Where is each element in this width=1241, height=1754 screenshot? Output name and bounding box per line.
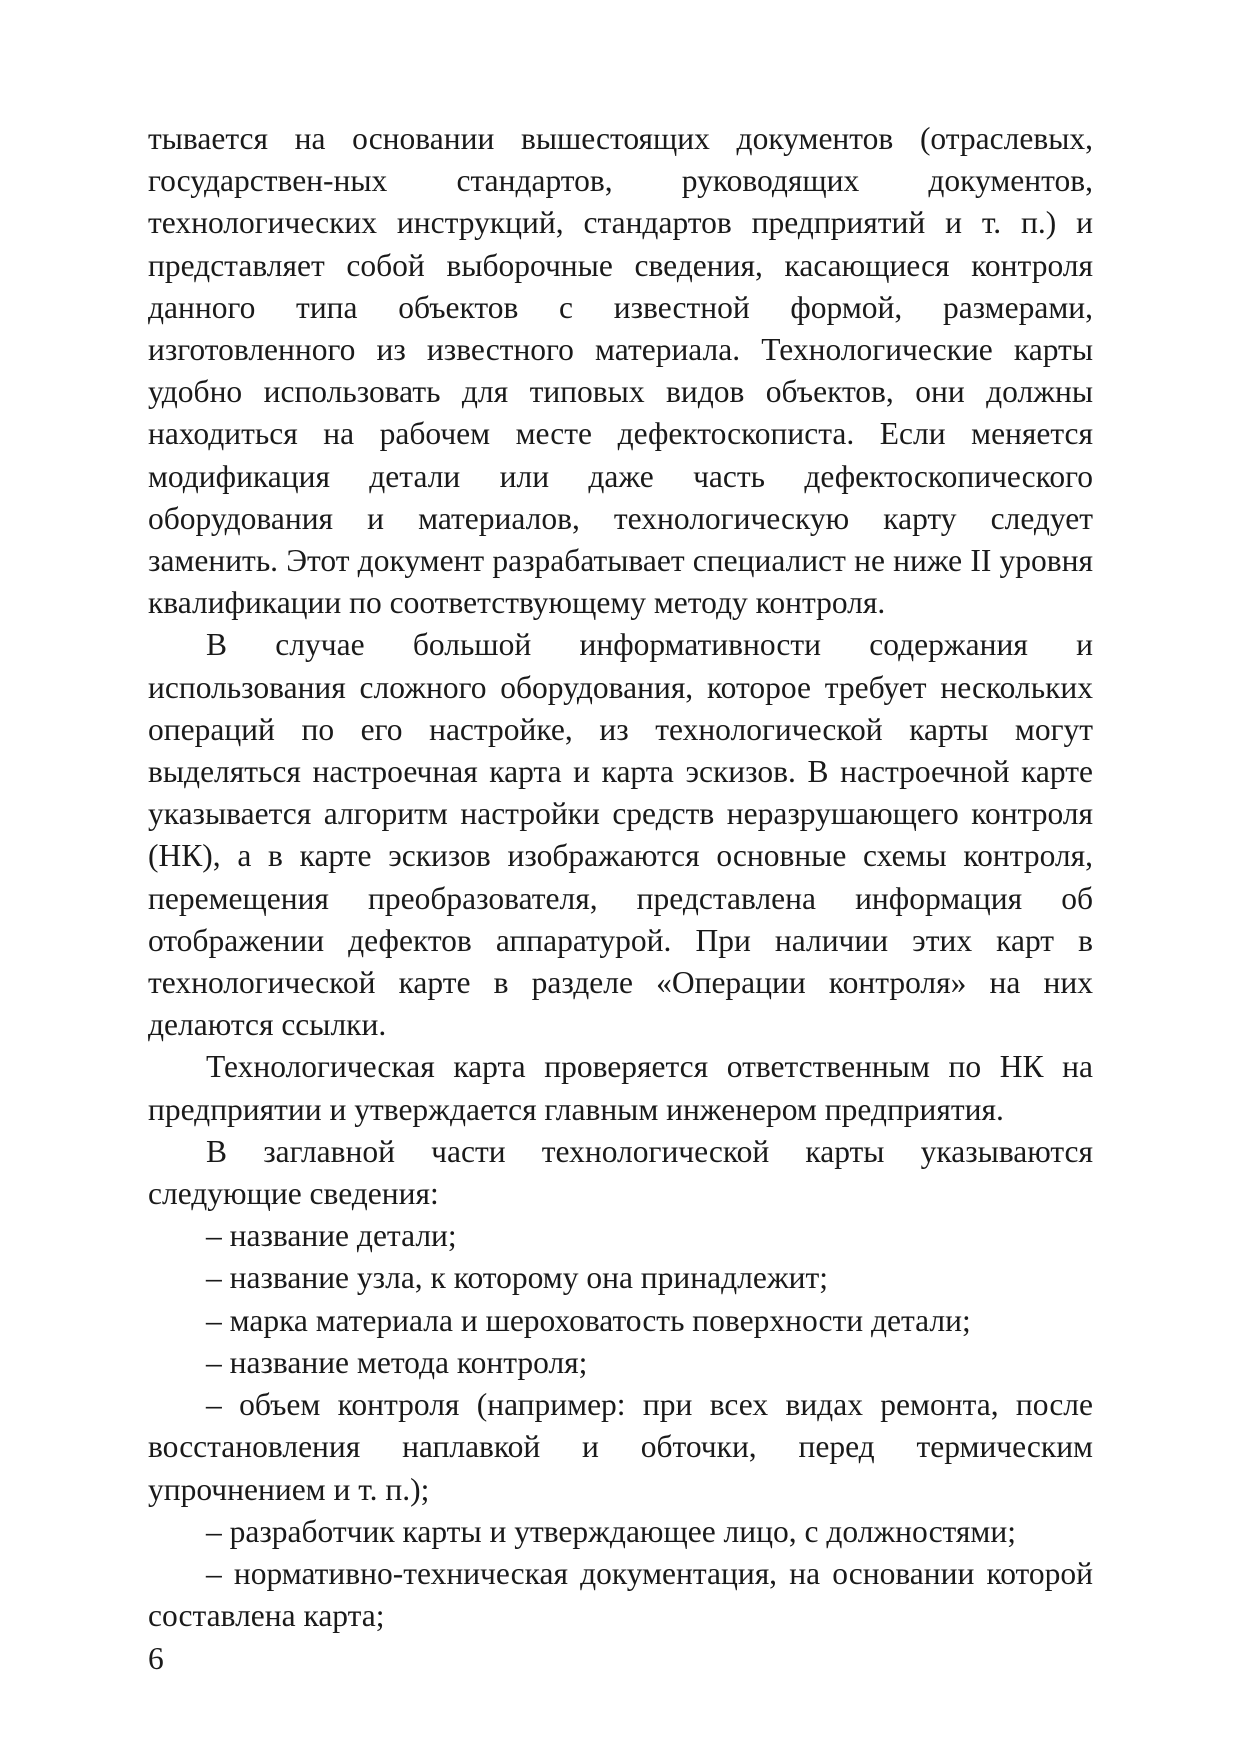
list-item: – объем контроля (например: при всех видах ремонта, после восстановления наплавкой и обточки, перед термическим упрочнением и т. п.); (148, 1387, 1093, 1507)
list-item: – название метода контроля; (206, 1344, 588, 1380)
list-item: – нормативно-техническая документация, на основании которой составлена карта; (148, 1555, 1093, 1634)
list-item: – название узла, к которому она принадлежит; (206, 1260, 828, 1296)
page-body (148, 118, 1093, 1637)
requirements-list (148, 1215, 1093, 1637)
list-item: – марка материала и шероховатость поверхности детали; (206, 1302, 971, 1338)
list-item: – разработчик карты и утверждающее лицо, с должностями; (206, 1513, 1016, 1549)
paragraph-settings-card: В случае большой информативности содержания и использования сложного оборудования, которое требует нескольких операций по его настройке, из технологической карты могут выделяться настроечная карта и карта эскизов. В настроечной карте указывается алгоритм настройки средств неразрушающего контроля (НК), а в карте эскизов изображаются основные схемы контроля, перемещения преобразователя, представлена информация об отображении дефектов аппаратурой. При наличии этих карт в технологической карте в разделе «Операции контроля» на них делаются ссылки. (148, 627, 1093, 1043)
page-number: 6 (148, 1641, 164, 1676)
list-item: – название детали; (206, 1218, 457, 1254)
paragraph-continuation: тывается на основании вышестоящих документов (отраслевых, государствен-ных стандартов, руководящих документов, технологических инструкций, стандартов предприятий и т. п.) и представляет собой выборочные сведения, касающиеся контроля данного типа объектов с известной формой, размерами, изготовленного из известного материала. Технологические карты удобно использовать для типовых видов объектов, они должны находиться на рабочем месте дефектоскописта. Если меняется модификация детали или даже часть дефектоскопического оборудования и материалов, технологическую карту следует заменить. Этот документ разрабатывает специалист не ниже II уровня квалификации по соответствующему методу контроля. (148, 121, 1093, 621)
paragraph-approval: Технологическая карта проверяется ответственным по НК на предприятии и утверждается главным инженером предприятия. (148, 1049, 1093, 1127)
paragraph-header-info: В заглавной части технологической карты указываются следующие сведения: (148, 1133, 1093, 1212)
